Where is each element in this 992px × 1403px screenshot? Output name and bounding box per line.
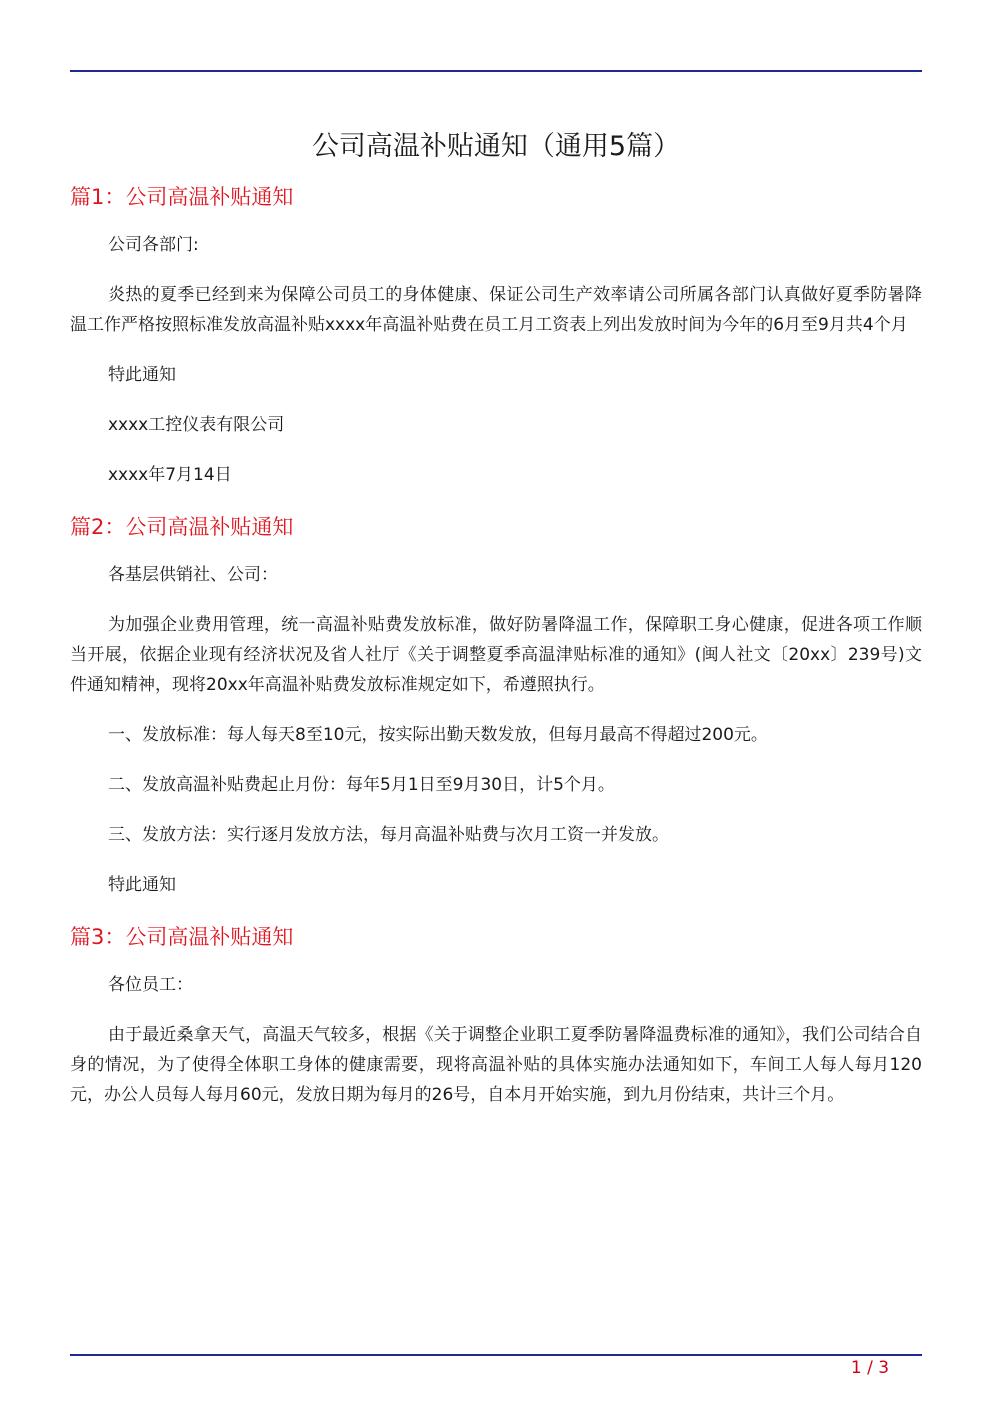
body-paragraph: 由于最近桑拿天气，高温天气较多，根据《关于调整企业职工夏季防暑降温费标准的通知》，我们公司结合自身的情况，为了使得全体职工身体的健康需要，现将高温补贴的具体实施办法通知如下，车间工人每人每月120元，办公人员每人每月60元，发放日期为每月的26号，自本月开始实施，到九月份结束，共计三个月。 [70,1025,922,1105]
footer-rule [70,1354,922,1356]
salutation: 各基层供销社、公司： [108,565,278,585]
body-paragraph: 为加强企业费用管理，统一高温补贴费发放标准，做好防暑降温工作，保障职工身心健康，促进各项工作顺当开展，依据企业现有经济状况及省人社厅《关于调整夏季高温津贴标准的通知》(闽人社文〔20xx〕239号)文件通知精神，现将20xx年高温补贴费发放标准规定如下，希遵照执行。 [70,615,922,695]
salutation: 各位员工： [108,975,193,995]
document-title: 公司高温补贴通知（通用5篇） [311,131,681,162]
section-2 [70,510,922,900]
header-rule [70,70,922,72]
signature-company: xxxx工控仪表有限公司 [108,415,285,435]
closing-note: 特此通知 [108,365,176,385]
salutation: 公司各部门: [108,235,199,255]
section-3 [70,920,922,1110]
body-paragraph: 二、发放高温补贴费起止月份：每年5月1日至9月30日，计5个月。 [108,775,615,795]
section-heading: 篇3：公司高温补贴通知 [70,925,294,949]
body-paragraph: 三、发放方法：实行逐月发放方法，每月高温补贴费与次月工资一并发放。 [108,825,669,845]
page-number: 1 / 3 [850,1358,890,1378]
section-1 [70,180,922,490]
document-body [70,124,922,1130]
body-paragraph: 炎热的夏季已经到来为保障公司员工的身体健康、保证公司生产效率请公司所属各部门认真做好夏季防暑降温工作严格按照标准发放高温补贴xxxx年高温补贴费在员工月工资表上列出发放时间为今年的6月至9月共4个月 [70,285,922,335]
section-heading: 篇1：公司高温补贴通知 [70,185,294,209]
signature-date: xxxx年7月14日 [108,465,232,485]
section-heading: 篇2：公司高温补贴通知 [70,515,294,539]
body-paragraph: 一、发放标准：每人每天8至10元，按实际出勤天数发放，但每月最高不得超过200元。 [108,725,768,745]
closing-note: 特此通知 [108,875,176,895]
